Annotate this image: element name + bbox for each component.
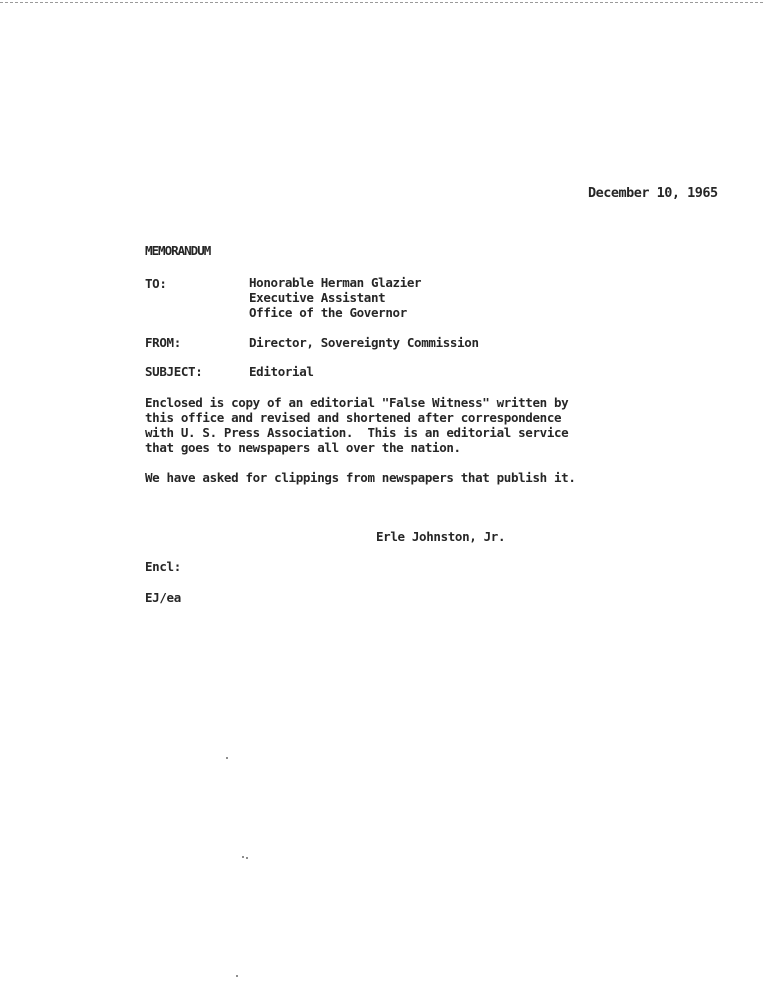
scan-top-edge [0, 2, 763, 3]
body-line: with U. S. Press Association. This is an editorial service [145, 425, 569, 440]
memo-date: December 10, 1965 [588, 185, 718, 201]
subject-label: SUBJECT: [145, 364, 203, 379]
body-paragraph [145, 395, 568, 455]
body-line: this office and revised and shortened after correspondence [145, 410, 562, 425]
scan-speck [242, 856, 244, 858]
recipient-office: Office of the Governor [249, 305, 407, 320]
recipient-title: Executive Assistant [249, 290, 386, 305]
to-label: TO: [145, 276, 167, 291]
body-line: Enclosed is copy of an editorial "False Witness" written by [145, 395, 569, 410]
recipient-block [249, 275, 421, 320]
scan-speck [226, 757, 228, 759]
scan-speck [246, 857, 248, 859]
body-line: that goes to newspapers all over the nation. [145, 440, 461, 455]
memo-heading: MEMORANDUM [145, 243, 211, 258]
enclosure-note: Encl: [145, 559, 181, 574]
typist-initials: EJ/ea [145, 590, 181, 605]
subject-value: Editorial [249, 364, 314, 379]
signature: Erle Johnston, Jr. [376, 529, 506, 544]
from-label: FROM: [145, 335, 181, 350]
scan-speck [236, 975, 238, 977]
recipient-name: Honorable Herman Glazier [249, 275, 422, 290]
closing-paragraph: We have asked for clippings from newspapers that publish it. [145, 470, 576, 485]
from-value: Director, Sovereignty Commission [249, 335, 479, 350]
